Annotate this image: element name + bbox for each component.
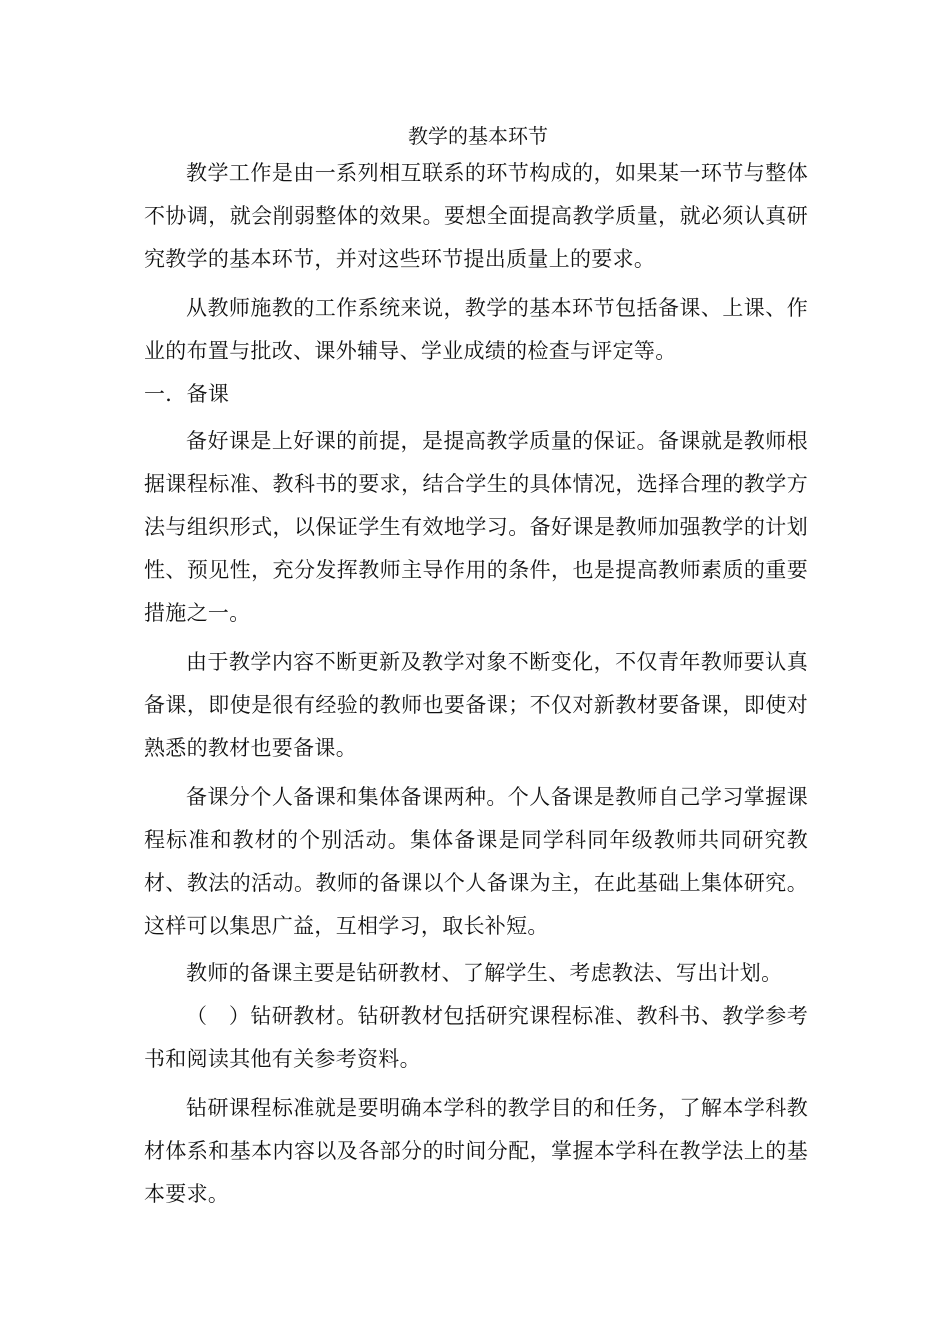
paragraph-study-standards: 钻研课程标准就是要明确本学科的教学目的和任务，了解本学科教材体系和基本内容以及各部分的时间分配，掌握本学科在教学法上的基本要求。	[144, 1096, 808, 1206]
document-title: 教学的基本环节	[408, 124, 548, 148]
paragraph-basic-links: 从教师施教的工作系统来说，教学的基本环节包括备课、上课、作业的布置与批改、课外辅导、学业成绩的检查与评定等。	[144, 296, 808, 363]
paragraph-prep-importance: 备好课是上好课的前提，是提高教学质量的保证。备课就是教师根据课程标准、教科书的要求，结合学生的具体情况，选择合理的教学方法与组织形式，以保证学生有效地学习。备好课是教师加强教学的计划性、预见性，充分发挥教师主导作用的条件，也是提高教师素质的重要措施之一。	[144, 429, 808, 625]
paragraph-intro: 教学工作是由一系列相互联系的环节构成的，如果某一环节与整体不协调，就会削弱整体的效果。要想全面提高教学质量，就必须认真研究教学的基本环节，并对这些环节提出质量上的要求。	[144, 161, 808, 271]
document-body	[144, 120, 808, 1216]
paragraph-study-materials: （ ）钻研教材。钻研教材包括研究课程标准、教科书、教学参考书和阅读其他有关参考资料。	[144, 1004, 808, 1071]
paragraph-prep-everyone: 由于教学内容不断更新及教学对象不断变化，不仅青年教师要认真备课，即使是很有经验的教师也要备课；不仅对新教材要备课，即使对熟悉的教材也要备课。	[144, 650, 808, 760]
section-heading-lesson-prep: 一．备课	[144, 382, 230, 406]
paragraph-prep-types: 备课分个人备课和集体备课两种。个人备课是教师自己学习掌握课程标准和教材的个别活动。集体备课是同学科同年级教师共同研究教材、教法的活动。教师的备课以个人备课为主，在此基础上集体研究。这样可以集思广益，互相学习，取长补短。	[144, 785, 808, 938]
paragraph-prep-main-tasks: 教师的备课主要是钻研教材、了解学生、考虑教法、写出计划。	[186, 961, 783, 985]
